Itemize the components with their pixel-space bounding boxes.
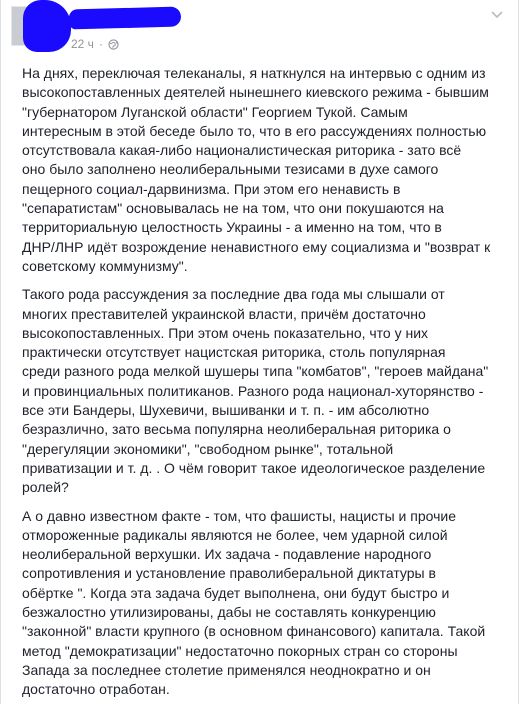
separator-dot: · <box>98 37 103 51</box>
redaction-mark <box>23 0 71 52</box>
globe-icon[interactable] <box>108 39 119 50</box>
post-meta <box>71 37 119 51</box>
post-timestamp[interactable]: 22 ч <box>71 37 94 51</box>
post-paragraph: Такого рода рассуждения за последние два года мы слышали от многих преставителей украинской власти, причём достаточно высокопоставленных. При этом очень показательно, что у них практически отсутствует нацистская риторика, столь популярная среди разного рода мелкой шушеры типа "комбатов", "героев майдана" и провинциальных политиканов. Разного рода национал-хуторянство - все эти Бандеры, Шухевичи, вышиванки и т. п. - им абсолютно безразлично, зато весьма популярна неолиберальная риторика о "дерегуляции экономики", "свободном рынке", тотальной приватизации и т. д. . О чём говорит такое идеологическое разделение ролей? <box>22 286 489 496</box>
post-paragraph: А о давно известном факте - том, что фашисты, нацисты и прочие отмороженные радикалы являются не более, чем ударной силой неолиберальной верхушки. Их задача - подавление народного сопротивления и установление праволиберальной диктатуры в обёртке ". Когда эта задача будет выполнена, они будут быстро и безжалостно утилизированы, дабы не составлять конкуренцию "законной" власти крупного (в основном финансового) капитала. Такой метод "демократизации" недостаточно покорных стран со стороны Запада за последнее столетие применялся неоднократно и он достаточно отработан. <box>22 507 486 698</box>
chevron-down-icon[interactable] <box>490 10 504 20</box>
author-name-redacted[interactable] <box>69 7 181 30</box>
post-text <box>22 64 510 709</box>
post-paragraph: На днях, переключая телеканалы, я наткнулся на интервью с одним из высокопоставленных деятелей нынешнего киевского режима - бывшим "губернатором Луганской области" Георгием Тукой. Самым интересным в этой беседе было то, что в его рассуждениях полностью отсутствовала какая-либо националистическая риторика - зато всё оно было заполнено неолиберальными тезисами в духе самого пещерного социал-дарвинизма. При этом его ненависть в "сепаратистам" основывалась не на том, что они покушаются на территориальную целостность Украины - а именно на том, что в ДНР/ЛНР идёт возрождение ненавистного ему социализма и "возврат к советскому коммунизму". <box>22 65 491 274</box>
